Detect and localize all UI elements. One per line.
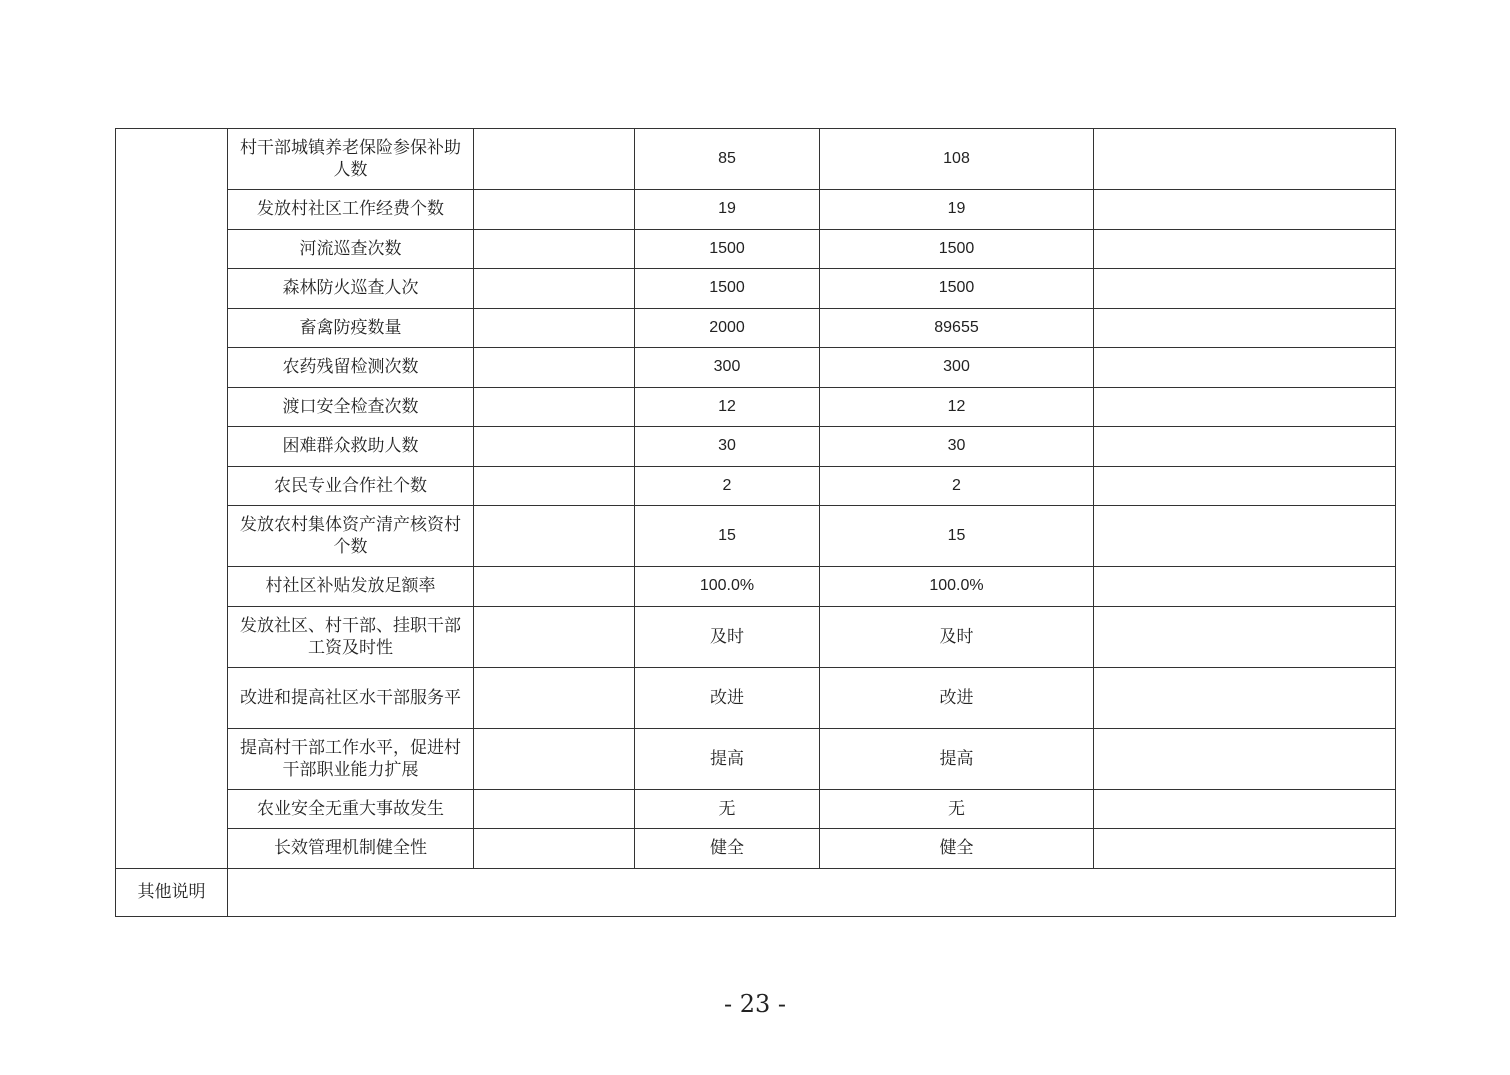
note-cell	[1094, 348, 1396, 388]
actual-value-cell: 300	[820, 348, 1094, 388]
table-row	[116, 387, 1396, 427]
table-row	[116, 269, 1396, 309]
category-cell	[116, 129, 228, 869]
table-row	[116, 466, 1396, 506]
blank-cell	[474, 387, 635, 427]
indicator-name-cell: 困难群众救助人数	[228, 427, 474, 467]
actual-value-cell: 108	[820, 129, 1094, 190]
note-cell	[1094, 190, 1396, 230]
table-row	[116, 567, 1396, 607]
actual-value-cell: 12	[820, 387, 1094, 427]
blank-cell	[474, 789, 635, 829]
blank-cell	[474, 348, 635, 388]
actual-value-cell: 15	[820, 506, 1094, 567]
blank-cell	[474, 829, 635, 869]
table-row	[116, 129, 1396, 190]
indicator-name-cell: 农业安全无重大事故发生	[228, 789, 474, 829]
target-value-cell: 300	[635, 348, 820, 388]
table-row	[116, 606, 1396, 667]
note-cell	[1094, 789, 1396, 829]
note-cell	[1094, 308, 1396, 348]
target-value-cell: 2000	[635, 308, 820, 348]
actual-value-cell: 1500	[820, 269, 1094, 309]
note-cell	[1094, 229, 1396, 269]
actual-value-cell: 无	[820, 789, 1094, 829]
table-row	[116, 667, 1396, 728]
actual-value-cell: 19	[820, 190, 1094, 230]
note-cell	[1094, 387, 1396, 427]
actual-value-cell: 89655	[820, 308, 1094, 348]
blank-cell	[474, 308, 635, 348]
table-row	[116, 348, 1396, 388]
performance-indicator-table	[115, 128, 1396, 917]
target-value-cell: 2	[635, 466, 820, 506]
note-cell	[1094, 567, 1396, 607]
blank-cell	[474, 728, 635, 789]
target-value-cell: 100.0%	[635, 567, 820, 607]
indicator-name-cell: 畜禽防疫数量	[228, 308, 474, 348]
other-notes-label: 其他说明	[116, 868, 228, 916]
actual-value-cell: 及时	[820, 606, 1094, 667]
target-value-cell: 无	[635, 789, 820, 829]
target-value-cell: 30	[635, 427, 820, 467]
actual-value-cell: 30	[820, 427, 1094, 467]
note-cell	[1094, 129, 1396, 190]
indicator-name-cell: 村社区补贴发放足额率	[228, 567, 474, 607]
table-row	[116, 190, 1396, 230]
target-value-cell: 19	[635, 190, 820, 230]
blank-cell	[474, 667, 635, 728]
table-row	[116, 427, 1396, 467]
indicator-name-cell: 发放村社区工作经费个数	[228, 190, 474, 230]
actual-value-cell: 100.0%	[820, 567, 1094, 607]
actual-value-cell: 改进	[820, 667, 1094, 728]
blank-cell	[474, 229, 635, 269]
indicator-name-cell: 发放社区、村干部、挂职干部工资及时性	[228, 606, 474, 667]
target-value-cell: 1500	[635, 229, 820, 269]
indicator-name-cell: 农药残留检测次数	[228, 348, 474, 388]
target-value-cell: 12	[635, 387, 820, 427]
blank-cell	[474, 129, 635, 190]
indicator-name-cell: 发放农村集体资产清产核资村个数	[228, 506, 474, 567]
target-value-cell: 及时	[635, 606, 820, 667]
indicator-name-cell: 提高村干部工作水平，促进村干部职业能力扩展	[228, 728, 474, 789]
actual-value-cell: 1500	[820, 229, 1094, 269]
indicator-name-cell: 农民专业合作社个数	[228, 466, 474, 506]
note-cell	[1094, 606, 1396, 667]
note-cell	[1094, 506, 1396, 567]
indicator-name-cell: 森林防火巡查人次	[228, 269, 474, 309]
table-row	[116, 229, 1396, 269]
indicator-name-cell: 长效管理机制健全性	[228, 829, 474, 869]
indicator-name-cell: 村干部城镇养老保险参保补助人数	[228, 129, 474, 190]
blank-cell	[474, 606, 635, 667]
blank-cell	[474, 190, 635, 230]
table-row	[116, 789, 1396, 829]
blank-cell	[474, 427, 635, 467]
note-cell	[1094, 269, 1396, 309]
table-row	[116, 308, 1396, 348]
target-value-cell: 85	[635, 129, 820, 190]
actual-value-cell: 2	[820, 466, 1094, 506]
table-row	[116, 829, 1396, 869]
page-number: - 23 -	[723, 990, 786, 1018]
target-value-cell: 15	[635, 506, 820, 567]
note-cell	[1094, 829, 1396, 869]
target-value-cell: 提高	[635, 728, 820, 789]
blank-cell	[474, 506, 635, 567]
note-cell	[1094, 466, 1396, 506]
indicator-name-cell: 河流巡查次数	[228, 229, 474, 269]
blank-cell	[474, 567, 635, 607]
target-value-cell: 改进	[635, 667, 820, 728]
table-body	[116, 129, 1396, 917]
indicator-name-cell: 渡口安全检查次数	[228, 387, 474, 427]
table-row	[116, 728, 1396, 789]
indicator-name-cell: 改进和提高社区水干部服务平	[228, 667, 474, 728]
note-cell	[1094, 667, 1396, 728]
target-value-cell: 健全	[635, 829, 820, 869]
actual-value-cell: 提高	[820, 728, 1094, 789]
blank-cell	[474, 466, 635, 506]
note-cell	[1094, 728, 1396, 789]
note-cell	[1094, 427, 1396, 467]
table-row	[116, 506, 1396, 567]
target-value-cell: 1500	[635, 269, 820, 309]
actual-value-cell: 健全	[820, 829, 1094, 869]
other-notes-value	[228, 868, 1396, 916]
blank-cell	[474, 269, 635, 309]
other-notes-row	[116, 868, 1396, 916]
